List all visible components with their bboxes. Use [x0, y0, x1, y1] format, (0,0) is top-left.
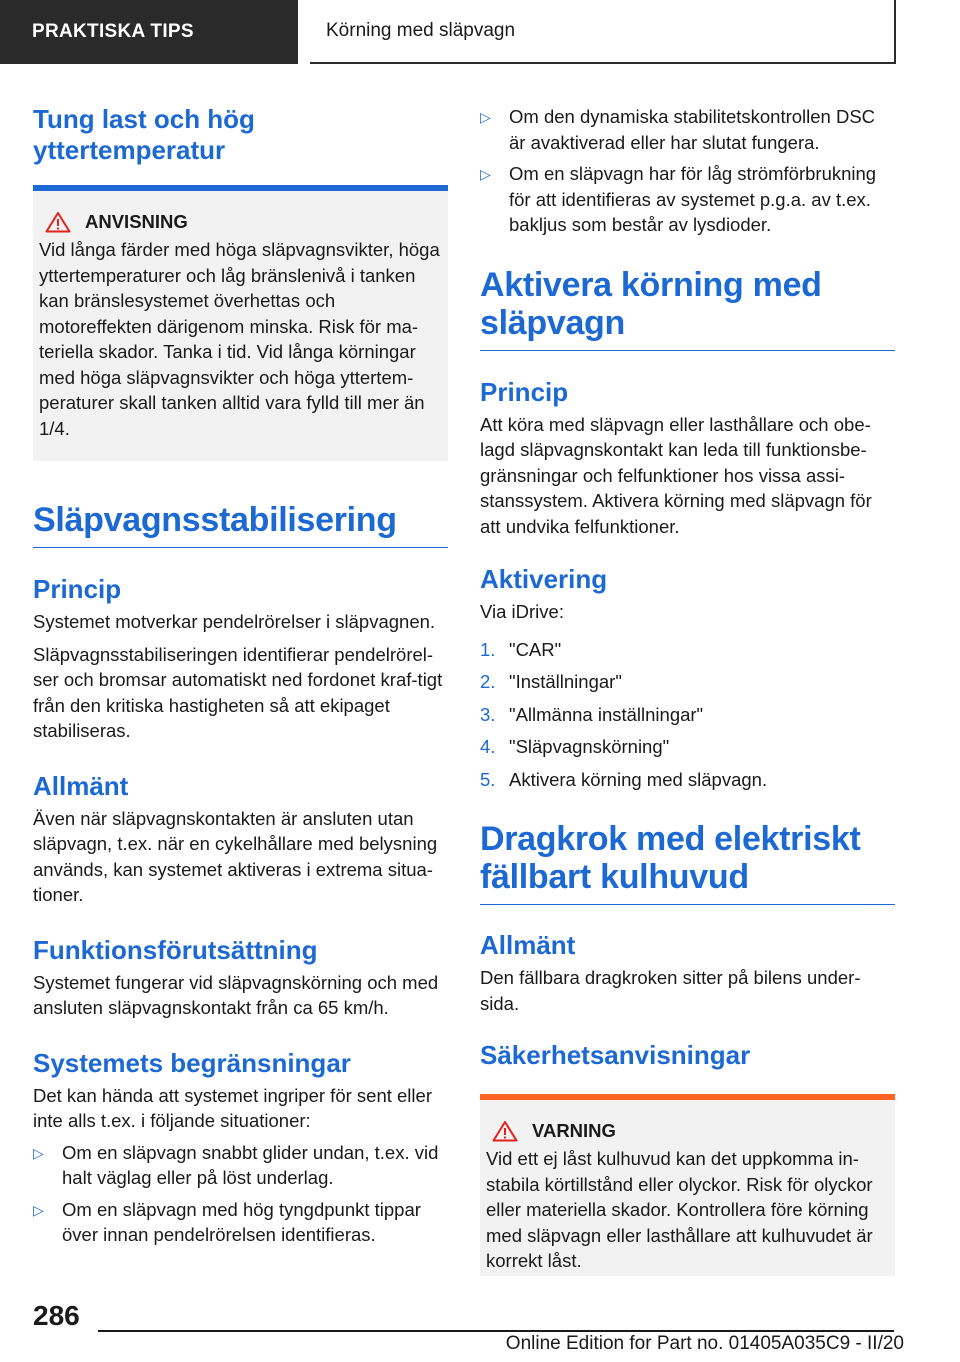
activation-heading: Aktivering: [480, 564, 608, 594]
page-header: [0, 0, 960, 64]
safety-heading: Säkerhetsanvisningar: [480, 1040, 751, 1070]
princip-paragraph-1: Systemet motverkar pendelrörelser i släpvagnen.: [33, 611, 436, 632]
notice-header: [39, 211, 442, 233]
list-item: ▷ Om den dynamiska stabilitetskontrollen DSC är avaktiverad eller har slutat fungera.: [480, 106, 876, 153]
step-item: 3. "Allmänna inställningar": [480, 703, 704, 725]
notice-text: Vid långa färder med höga släpvagnsvikter, höga yttertemperaturer och låg bränslenivå i tanken kan bränslesystemet överhettas och motoreffekten därigenom minska. Risk för ma-teriella skador. Tanka i tid. Vid långa körningar med höga släpvagnsvikter och höga yttertem-peraturer skall tanken alltid vara fylld till mer än 1/4.: [39, 239, 440, 439]
right-column: [480, 104, 895, 1276]
warning-text: Vid ett ej låst kulhuvud kan det uppkomma in-stabila körtillstånd eller olyckor. Risk för olyckor eller materiella skador. Kontrollera före körning med släpvagn eller lasthållare att kulhuvudet är korrekt låst.: [486, 1148, 873, 1271]
princip-heading: Princip: [480, 376, 569, 407]
general-heading: Allmänt: [480, 930, 576, 960]
left-column: [33, 100, 448, 1254]
activate-trailer-heading: Aktivera körning med släpvagn: [480, 266, 895, 351]
warning-triangle-icon: [492, 1120, 518, 1142]
warning-triangle-icon: [45, 211, 71, 233]
general-heading: Allmänt: [33, 770, 129, 801]
princip-paragraph-2: Släpvagnsstabiliseringen identifierar pendelrörel-ser och bromsar automatiskt ned fordonet kraf-tigt från den kritiska hastigheten så att ekipaget stabiliseras.: [33, 643, 443, 741]
stabilization-heading: Släpvagnsstabilisering: [33, 501, 448, 548]
notice-box: [33, 185, 448, 461]
triangle-bullet-icon: ▷: [33, 1144, 44, 1161]
chapter-title: Körning med släpvagn: [310, 0, 896, 64]
triangle-bullet-icon: ▷: [480, 109, 491, 125]
warning-label: VARNING: [532, 1120, 616, 1141]
via-idrive-text: Via iDrive:: [480, 601, 564, 622]
list-item: ▷ Om en släpvagn har för låg strömförbrukning för att identifieras av systemet p.g.a. av t.ex. bakljus som består av lysdioder.: [480, 163, 877, 235]
section-label: PRAKTISKA TIPS: [0, 0, 298, 64]
step-item: 2. "Inställningar": [480, 671, 622, 692]
limitations-paragraph: Det kan hända att systemet ingriper för sent eller inte alls t.ex. i följande situationer:: [33, 1084, 432, 1131]
warning-box: [480, 1094, 895, 1276]
footer-divider: [98, 1330, 894, 1332]
prerequisite-heading: Funktionsförutsättning: [33, 934, 318, 965]
page-number: 286: [33, 1300, 80, 1331]
tow-hook-heading: Dragkrok med elektriskt fällbart kulhuvud: [480, 820, 895, 905]
step-item: 5. Aktivera körning med släpvagn.: [480, 768, 768, 790]
general-paragraph: Den fällbara dragkroken sitter på bilens under-sida.: [480, 967, 861, 1014]
heavy-load-heading: Tung last och hög yttertemperatur: [33, 104, 255, 165]
triangle-bullet-icon: ▷: [33, 1201, 44, 1218]
general-paragraph: Även när släpvagnskontakten är ansluten utan släpvagn, t.ex. när en cykelhållare med belysning används, kan systemet aktiveras i extrema situa-tioner.: [33, 807, 438, 905]
warning-header: [486, 1120, 889, 1142]
prerequisite-paragraph: Systemet fungerar vid släpvagnskörning och med ansluten släpvagnskontakt från ca 65 km/h.: [33, 971, 439, 1018]
activation-steps: [480, 637, 895, 793]
list-item: ▷ Om en släpvagn snabbt glider undan, t.ex. vid halt väglag eller på löst underlag.: [33, 1141, 439, 1188]
limitations-heading: Systemets begränsningar: [33, 1047, 351, 1078]
edition-text: Online Edition for Part no. 01405A035C9 - II/20: [505, 1333, 904, 1354]
list-item: ▷ Om en släpvagn med hög tyngdpunkt tippar över innan pendelrörelsen identifieras.: [33, 1198, 421, 1245]
limitations-list-continued: [480, 104, 895, 238]
triangle-bullet-icon: ▷: [480, 166, 491, 182]
limitations-list: [33, 1140, 448, 1248]
notice-label: ANVISNING: [85, 211, 188, 232]
step-item: 4. "Släpvagnskörning": [480, 736, 670, 757]
princip-paragraph: Att köra med släpvagn eller lasthållare och obe-lagd släpvagnskontakt kan leda till funktionsbe-gränsningar och felfunktioner hos vissa assi-stanssystem. Aktivera körning med släpvagn för att undvika felfunktioner.: [480, 413, 872, 537]
princip-heading: Princip: [33, 574, 122, 604]
step-item: 1. "CAR": [480, 638, 562, 660]
